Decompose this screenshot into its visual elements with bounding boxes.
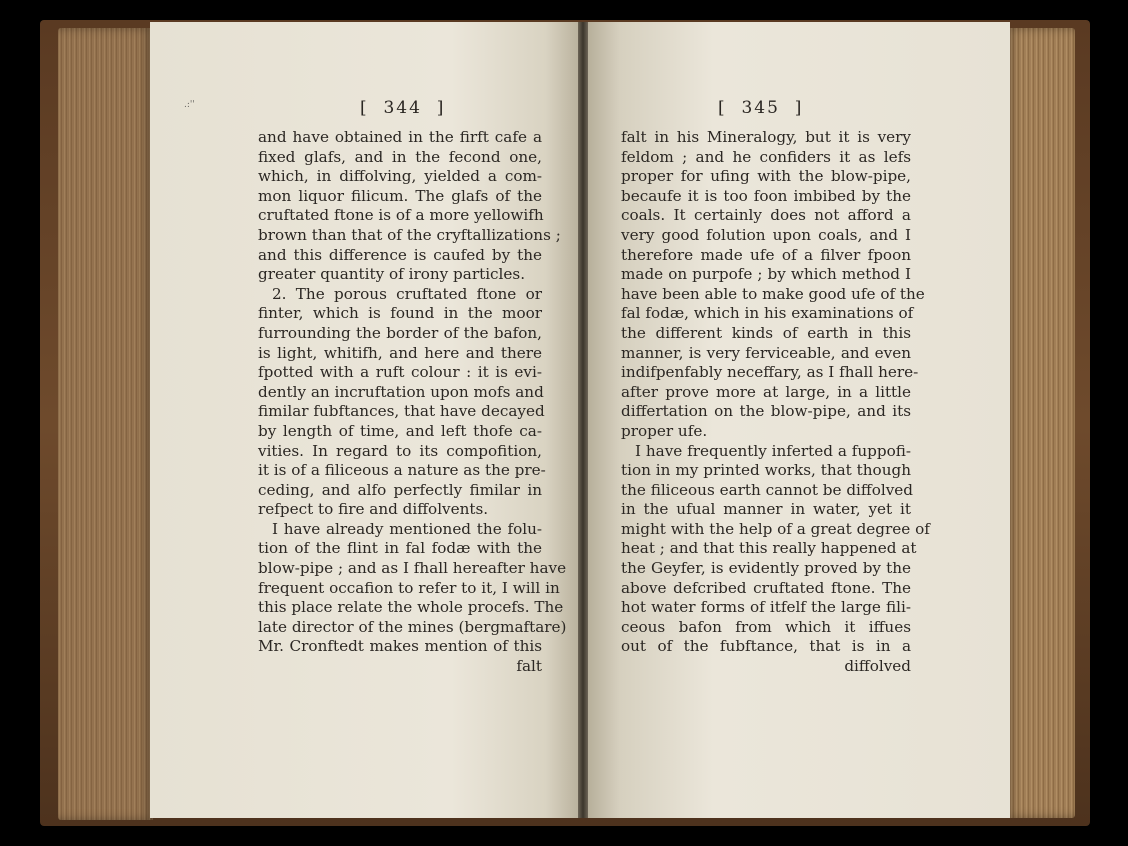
text-line: cruftated ftone is of a more yellowifh	[258, 206, 544, 225]
right-page-text	[621, 128, 930, 677]
text-line: proper ufe.	[621, 421, 708, 440]
text-line: ceding, and alfo perfectly fimilar in	[258, 480, 542, 499]
text-line: after prove more at large, in a little	[621, 382, 911, 401]
catchword: diffolved	[844, 657, 911, 676]
text-line: vities. In regard to its compofition,	[258, 441, 542, 460]
text-line: becaufe it is too foon imbibed by the	[621, 186, 911, 205]
text-line: heat ; and that this really happened at	[621, 539, 917, 558]
text-line: it is of a filiceous a nature as the pre-	[258, 461, 546, 480]
text-line: the Geyfer, is evidently proved by the	[621, 559, 911, 578]
text-line: finter, which is found in the moor	[258, 304, 542, 323]
text-line: this place relate the whole procefs. The	[258, 598, 564, 617]
text-line: feldom ; and he confiders it as lefs	[621, 147, 911, 166]
text-line: which, in diffolving, yielded a com-	[258, 167, 542, 186]
text-line: frequent occafion to refer to it, I will in	[258, 578, 560, 597]
text-line: late director of the mines (bergmaftare)	[258, 617, 567, 636]
text-line: proper for ufing with the blow-pipe,	[621, 167, 911, 186]
text-line: fal fodæ, which in his examinations of	[621, 304, 914, 323]
text-line: by length of time, and left thofe ca-	[258, 421, 542, 440]
text-line: Mr. Cronftedt makes mention of this	[258, 637, 542, 656]
book-gutter	[578, 22, 588, 818]
text-line: refpect to fire and diffolvents.	[258, 500, 489, 519]
left-page-number: [ 344 ]	[360, 98, 446, 118]
text-line: manner, is very ferviceable, and even	[621, 343, 911, 362]
text-line: and have obtained in the firft cafe a	[258, 128, 542, 146]
text-line: I have already mentioned the folu-	[272, 519, 542, 538]
right-page-edges	[1005, 28, 1075, 818]
text-line: have been able to make good ufe of the	[621, 284, 925, 303]
text-line: indifpenfably neceffary, as I fhall here-	[621, 363, 919, 382]
text-line: differtation on the blow-pipe, and its	[621, 402, 911, 421]
text-line: the different kinds of earth in this	[621, 323, 911, 342]
text-line: coals. It certainly does not afford a	[621, 206, 911, 225]
catchword: falt	[516, 657, 542, 676]
text-line: in the ufual manner in water, yet it	[621, 500, 911, 519]
margin-speck: .:''	[184, 100, 195, 110]
text-line: greater quantity of irony particles.	[258, 265, 526, 284]
text-line: I have frequently inferted a fuppofi-	[635, 441, 911, 460]
text-line: tion in my printed works, that though	[621, 461, 911, 480]
text-line: is light, whitifh, and here and there	[258, 343, 542, 362]
text-line: brown than that of the cryftallizations ;	[258, 225, 561, 244]
text-line: ceous bafon from which it iffues	[621, 617, 911, 636]
text-line: made on purpofe ; by which method I	[621, 265, 911, 284]
text-line: and this difference is caufed by the	[258, 245, 542, 264]
text-line: therefore made ufe of a filver fpoon	[621, 245, 911, 264]
text-line: mon liquor filicum. The glafs of the	[258, 186, 542, 205]
left-page-text	[258, 128, 567, 677]
text-line: 2. The porous cruftated ftone or	[272, 284, 542, 303]
text-line: tion of the flint in fal fodæ with the	[258, 539, 542, 558]
text-line: above defcribed cruftated ftone. The	[621, 578, 911, 597]
text-line: fpotted with a ruft colour : it is evi-	[258, 363, 542, 382]
text-line: furrounding the border of the bafon,	[258, 323, 542, 342]
text-line: fixed glafs, and in the fecond one,	[258, 147, 542, 166]
text-line: falt in his Mineralogy, but it is very	[621, 128, 911, 146]
text-line: dently an incruftation upon mofs and	[258, 382, 544, 401]
text-line: hot water forms of itfelf the large fili-	[621, 598, 911, 617]
left-page-edges	[58, 28, 153, 820]
text-line: out of the fubftance, that is in a	[621, 637, 911, 656]
text-line: the filiceous earth cannot be diffolved	[621, 480, 913, 499]
right-page-number: [ 345 ]	[718, 98, 804, 118]
text-line: very good folution upon coals, and I	[621, 225, 911, 244]
text-line: might with the help of a great degree of	[621, 519, 930, 538]
text-line: fimilar fubftances, that have decayed	[258, 402, 545, 421]
text-line: blow-pipe ; and as I fhall hereafter have	[258, 559, 567, 578]
